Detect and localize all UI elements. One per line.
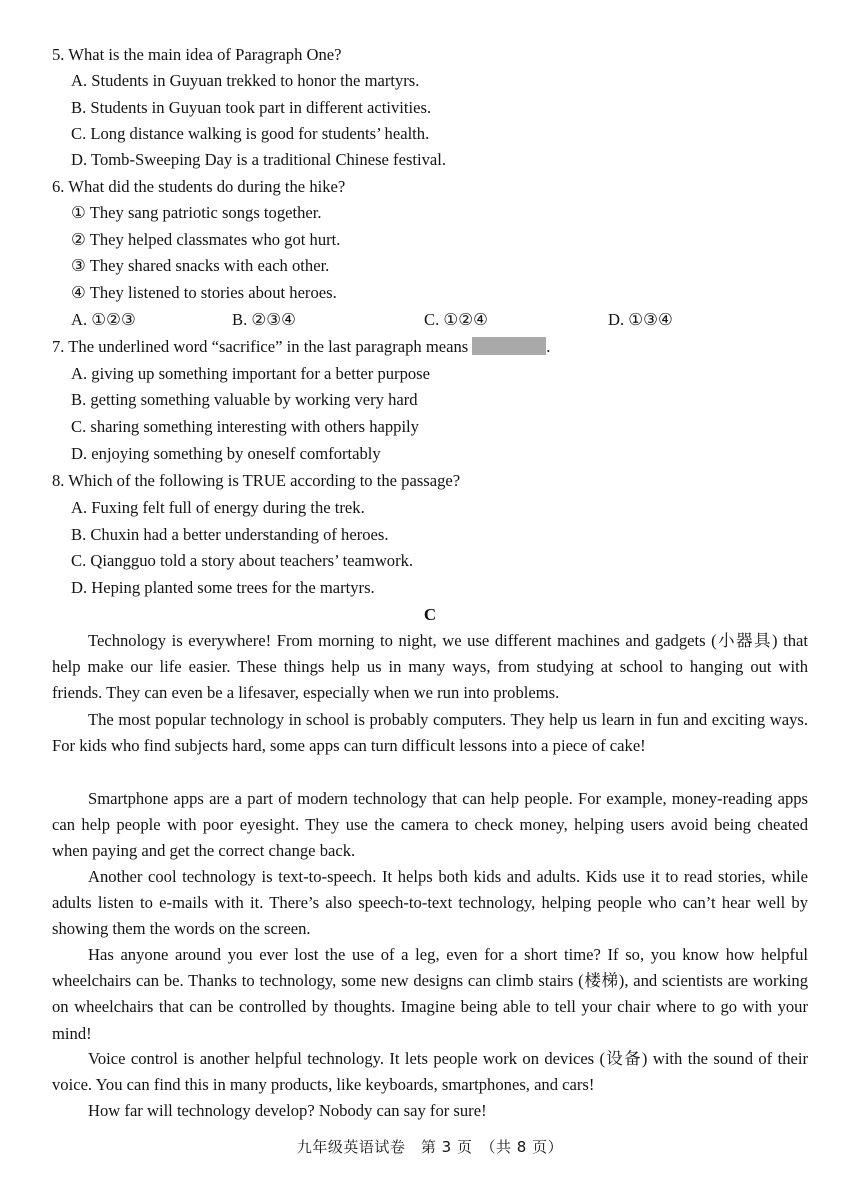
answer-blank: [472, 337, 546, 355]
passage-paragraph-7: How far will technology develop? Nobody can say for sure!: [88, 1101, 487, 1120]
question-5-option-a: A. Students in Guyuan trekked to honor the martyrs.: [71, 71, 420, 90]
question-6-choice-b: B. ②③④: [232, 310, 296, 329]
question-7-option-d: D. enjoying something by oneself comfortably: [71, 444, 381, 463]
question-6-statement-3: ③ They shared snacks with each other.: [71, 256, 330, 275]
question-6-choice-a: A. ①②③: [71, 310, 136, 329]
question-7-stem-end: .: [546, 337, 551, 356]
passage-paragraph-1: Technology is everywhere! From morning to night, we use different machines and gadgets (小器具) that help make our life easier. These things help us in many ways, from studying at school to hanging out with friends. They can even be a lifesaver, especially when we run into problems.: [52, 631, 808, 703]
passage-paragraph-6: Voice control is another helpful technology. It lets people work on devices (设备) with the sound of their voice. You can find this in many products, like keyboards, smartphones, and cars!: [52, 1049, 808, 1095]
question-5-option-b: B. Students in Guyuan took part in different activities.: [71, 98, 432, 117]
question-8-option-a: A. Fuxing felt full of energy during the trek.: [71, 498, 365, 517]
section-c-heading: C: [423, 605, 437, 624]
passage-paragraph-5: Has anyone around you ever lost the use of a leg, even for a short time? If so, you know how helpful wheelchairs can be. Thanks to technology, some new designs can climb stairs (楼梯), and scientists are working on wheelchairs that can be controlled by thoughts. Imagine being able to tell your chair where to go with your mind!: [52, 945, 808, 1043]
question-8-stem: 8. Which of the following is TRUE according to the passage?: [52, 471, 461, 490]
question-7-option-a: A. giving up something important for a better purpose: [71, 364, 431, 383]
question-7-option-b: B. getting something valuable by working very hard: [71, 390, 418, 409]
page-footer: 九年级英语试卷 第 3 页 （共 8 页）: [296, 1138, 564, 1156]
question-6-statement-2: ② They helped classmates who got hurt.: [71, 230, 341, 249]
question-8-option-d: D. Heping planted some trees for the martyrs.: [71, 578, 375, 597]
question-7-stem: 7. The underlined word “sacrifice” in the last paragraph means: [52, 337, 469, 356]
question-6-stem: 6. What did the students do during the hike?: [52, 177, 346, 196]
question-5-option-d: D. Tomb-Sweeping Day is a traditional Chinese festival.: [71, 150, 447, 169]
question-6-choice-c: C. ①②④: [424, 310, 488, 329]
question-7-option-c: C. sharing something interesting with others happily: [71, 417, 419, 436]
question-8-option-c: C. Qiangguo told a story about teachers’ teamwork.: [71, 551, 414, 570]
question-7-stem-line: [52, 337, 550, 357]
question-6-statement-1: ① They sang patriotic songs together.: [71, 203, 322, 222]
passage-paragraph-2: The most popular technology in school is probably computers. They help us learn in fun and exciting ways. For kids who find subjects hard, some apps can turn difficult lessons into a piece of cake!: [52, 710, 808, 756]
question-8-option-b: B. Chuxin had a better understanding of heroes.: [71, 525, 389, 544]
question-5-stem: 5. What is the main idea of Paragraph One?: [52, 45, 342, 64]
passage-paragraph-3: Smartphone apps are a part of modern technology that can help people. For example, money-reading apps can help people with poor eyesight. They use the camera to check money, helping users avoid being cheated when paying and get the correct change back.: [52, 789, 808, 861]
question-6-statement-4: ④ They listened to stories about heroes.: [71, 283, 337, 302]
passage-paragraph-4: Another cool technology is text-to-speech. It helps both kids and adults. Kids use it to read stories, while adults listen to e-mails with it. There’s also speech-to-text technology, helping people who can’t hear well by showing them the words on the screen.: [52, 867, 808, 939]
question-5-option-c: C. Long distance walking is good for students’ health.: [71, 124, 430, 143]
question-6-choice-d: D. ①③④: [608, 310, 673, 329]
